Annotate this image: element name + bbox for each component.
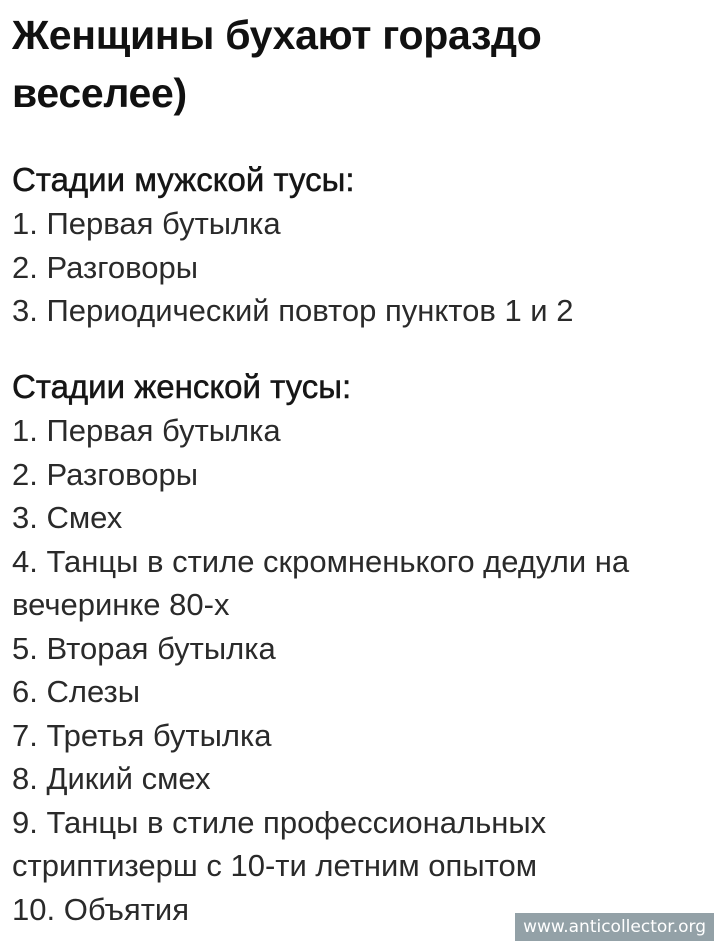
women-section-heading: Стадии женской тусы:: [12, 368, 352, 405]
men-stages-list: [12, 202, 712, 333]
list-item: 2. Разговоры: [12, 249, 198, 285]
watermark: www.anticollector.org: [515, 913, 714, 941]
list-item: 9. Танцы в стиле профессиональных стриптизерш с 10-ти летним опытом: [12, 804, 547, 883]
list-item: 1. Первая бутылка: [12, 206, 281, 241]
list-item: 8. Дикий смех: [12, 761, 211, 796]
list-item: 2. Разговоры: [12, 456, 198, 492]
women-party-stages: [12, 365, 712, 931]
list-item: 1. Первая бутылка: [12, 413, 281, 448]
list-item: 10. Объятия: [12, 891, 190, 927]
list-item: 5. Вторая бутылка: [12, 630, 276, 666]
post-title: Женщины бухают гораздо веселее): [12, 12, 542, 116]
men-party-stages: [12, 158, 712, 333]
list-item: 3. Смех: [12, 500, 123, 535]
list-item: 4. Танцы в стиле скромненького дедули на вечеринке 80-х: [12, 543, 630, 622]
list-item: 6. Слезы: [12, 674, 140, 709]
list-item: 3. Периодический повтор пунктов 1 и 2: [12, 293, 574, 328]
list-item: 7. Третья бутылка: [12, 717, 272, 753]
women-stages-list: [12, 409, 712, 931]
men-section-heading: Стадии мужской тусы:: [12, 161, 355, 198]
